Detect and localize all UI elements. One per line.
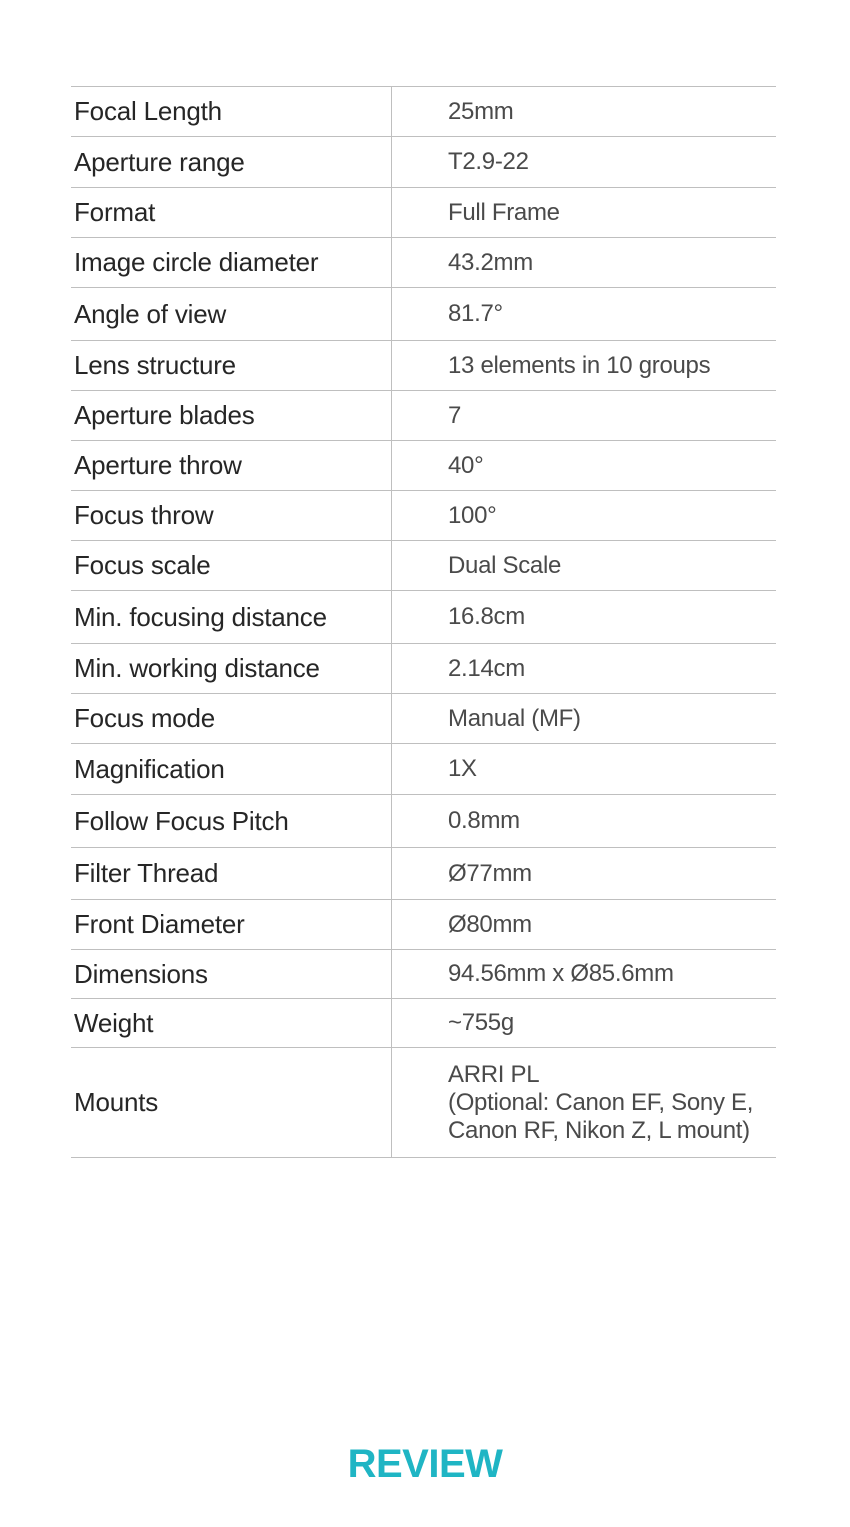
spec-label: Min. working distance [71, 644, 392, 693]
spec-row-aperture-throw [71, 441, 776, 491]
spec-label: Front Diameter [71, 900, 392, 949]
spec-label: Mounts [71, 1048, 392, 1157]
spec-row-lens-structure [71, 341, 776, 391]
spec-row-aperture-blades [71, 391, 776, 441]
spec-value: 94.56mm x Ø85.6mm [448, 960, 674, 987]
mount-line: Canon RF, Nikon Z, L mount) [448, 1116, 750, 1144]
spec-label: Image circle diameter [71, 238, 392, 287]
spec-row-front-diameter [71, 900, 776, 950]
spec-label: Magnification [71, 744, 392, 794]
spec-label: Lens structure [71, 341, 392, 390]
spec-label: Filter Thread [71, 848, 392, 899]
spec-row-magnification [71, 744, 776, 795]
spec-value-mounts [392, 1048, 776, 1157]
spec-row-focus-mode [71, 694, 776, 744]
spec-label: Follow Focus Pitch [71, 795, 392, 847]
spec-row-min-working-distance [71, 644, 776, 694]
spec-label: Angle of view [71, 288, 392, 340]
spec-value: T2.9-22 [448, 148, 529, 175]
spec-value: 2.14cm [448, 654, 525, 682]
spec-row-filter-thread [71, 848, 776, 900]
spec-value: Full Frame [448, 198, 560, 226]
spec-label: Min. focusing distance [71, 591, 392, 643]
spec-value: 16.8cm [448, 603, 525, 630]
spec-value: 40° [448, 451, 484, 479]
spec-row-weight [71, 999, 776, 1048]
spec-label: Aperture range [71, 137, 392, 187]
spec-row-aperture-range [71, 137, 776, 188]
spec-row-focus-throw [71, 491, 776, 541]
spec-label: Focus throw [71, 491, 392, 540]
spec-row-angle-of-view [71, 288, 776, 341]
spec-row-focus-scale [71, 541, 776, 591]
spec-label: Focus mode [71, 694, 392, 743]
spec-value: 0.8mm [448, 807, 520, 834]
review-link[interactable]: REVIEW [347, 1442, 503, 1486]
spec-value: Ø80mm [448, 910, 532, 938]
spec-row-follow-focus-pitch [71, 795, 776, 848]
spec-label: Weight [71, 999, 392, 1047]
spec-value: Dual Scale [448, 551, 562, 579]
spec-value: 7 [448, 401, 462, 429]
spec-table [71, 86, 776, 1158]
spec-value: 100° [448, 501, 497, 529]
spec-label: Aperture throw [71, 441, 392, 490]
spec-value: 13 elements in 10 groups [448, 351, 711, 379]
mount-line: ARRI PL [448, 1060, 540, 1088]
spec-value: ~755g [448, 1009, 514, 1036]
spec-value: 1X [448, 755, 477, 782]
spec-row-mounts [71, 1048, 776, 1158]
spec-value: 43.2mm [448, 248, 533, 276]
spec-value: Manual (MF) [448, 704, 581, 732]
spec-row-dimensions [71, 950, 776, 999]
spec-value: 25mm [448, 97, 514, 125]
spec-label: Dimensions [71, 950, 392, 998]
spec-row-image-circle [71, 238, 776, 288]
mount-line: (Optional: Canon EF, Sony E, [448, 1088, 754, 1116]
spec-row-min-focusing-distance [71, 591, 776, 644]
spec-value: 81.7° [448, 300, 503, 327]
spec-row-focal-length [71, 87, 776, 137]
spec-label: Focus scale [71, 541, 392, 590]
spec-row-format [71, 188, 776, 238]
spec-label: Focal Length [71, 87, 392, 136]
spec-value: Ø77mm [448, 859, 532, 887]
spec-label: Aperture blades [71, 391, 392, 440]
spec-label: Format [71, 188, 392, 237]
